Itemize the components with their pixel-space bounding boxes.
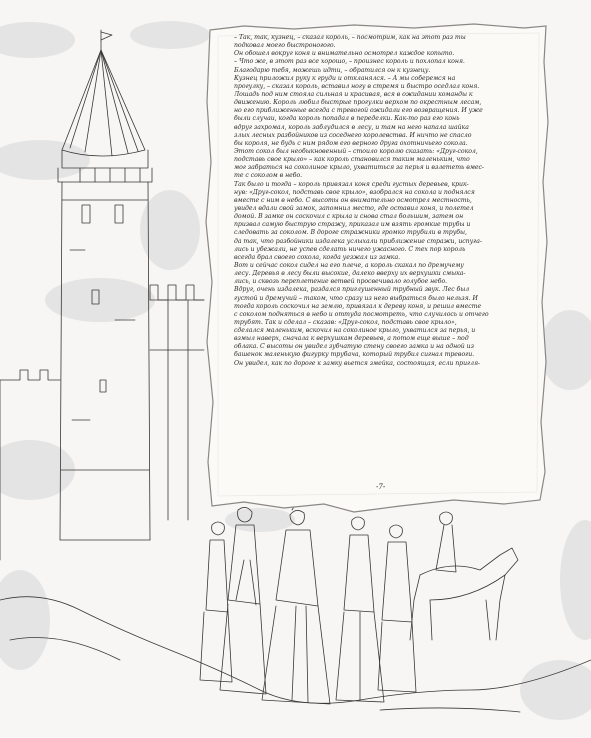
text-line: увидел вдали свой замок, запомнил место, где оставил коня, и полетел [234,204,474,212]
text-line: лись, и сквозь переплетение ветвей просвечивало голубое небо. [234,278,448,286]
text-line: Так было и тогда – король привязал коня среди густых деревьев, крик- [234,180,469,188]
text-line: домой. В замке он соскочил с крыла и снова стал большим, затем он [234,213,464,221]
text-line: призвал самую быструю стражу, приказал им взять громкие трубы и [234,221,471,229]
text-line: трубят. Так и сделал – сказав: «Друг-сокол, подставь свое крыло», [234,318,457,326]
text-line: Этот сокол был необыкновенный – стоило королю сказать: «Друг-сокол, [234,147,478,155]
text-line: злых лесных разбойников из соседнего королевства. И ничто не спасло [234,131,472,139]
parchment-panel [204,22,550,522]
text-line: лись и убежали, не успев сделать ничего ужасного. С тех пор король [234,245,466,253]
text-line: те с соколом в небо. [234,172,303,180]
text-line: бы короля, не будь с ним рядом его верного друга охотничьего сокола. [234,139,468,147]
text-line: башенок маленькую фигурку трубача, который трубил сигнал тревоги. [234,351,475,359]
text-line: нув: «Друг-сокол, подставь свое крыло», взобрался на сокола и поднялся [234,188,475,196]
castle-wall [0,285,204,560]
castle-tower [58,150,152,540]
text-line: Кузнец приложил руку к груди и откланялся. – А мы соберемся на [234,74,456,82]
text-line: Лошадь под ним стояла сильная и красивая, вся в ожидании команды к [234,90,473,98]
text-line: вдруг захромал, король заблудился в лесу, и там на него напала шайка [234,123,469,131]
text-line: были случаи, когда король попадал в переделки. Как-то раз его конь [234,115,460,123]
text-line: прогулку, – сказал король, вставил ногу в стремя и быстро оседлал коня. [234,82,480,90]
text-line: мог забраться на соколиное крыло, ухватиться за перья и взлететь вмес- [234,164,484,172]
text-line: Вот и сейчас сокол сидел на его плече, а король скакал по дремучему [234,261,464,269]
text-line: – Так, так, кузнец, – сказал король, – посмотрим, как на этот раз ты [234,34,466,41]
text-line: подставь свое крыло» – как король становился таким маленьким, что [234,156,470,164]
text-line: вместе с ним в небо. С высоты он внимательно осмотрел местность, [234,196,472,204]
text-line: облака. С высоты он увидел зубчатую стену своего замка и на одной из [234,343,474,351]
text-line: но его приближенные всегда с тревогой ожидали его возвращения. И уже [234,107,483,115]
story-text [234,34,524,368]
text-line: Он обошел вокруг коня и внимательно осмотрел каждое копыто. [234,50,455,58]
text-line: тогда король соскочил на землю, привязал к дереву коня, и решил вместе [234,302,482,310]
text-line: подковал моего быстроногого. [234,42,336,50]
text-line: с соколом подняться в небо и оттуда посмотреть, что случилось и отчего [234,310,489,318]
tower-roof [62,50,145,156]
page-number: -7- [376,483,386,491]
tower-flag [101,30,112,50]
text-line: лесу. Деревья в лесу были высокие, далеко вверху их верхушки смыка- [234,270,466,278]
text-line: Благодарю тебя, можешь идти, – обратился он к кузнецу. [234,66,431,74]
text-line: да так, что разбойники издалека услыхали приближение стражи, испуга- [234,237,482,245]
text-line: Он увидел, как по дороге к замку вьется змейка, состоящая, если пригля- [234,359,481,367]
text-line: густой и дремучий – таком, что сразу из него выбраться было нельзя. И [234,294,478,302]
text-line: Вдруг, очень издалека, раздался приглушенный трубный звук. Лес был [234,286,470,294]
text-line: всегда брал своего сокола, когда уезжал из замка. [234,253,401,261]
text-line: – Что же, в этот раз все хорошо, – произнес король и похлопал коня. [234,58,465,66]
text-line: следовать за соколом. В дороге стражники громко трубили в трубы, [234,229,467,237]
text-line: взмыл наверх, сначала к верхушкам деревьев, а потом еще выше – под [234,335,469,343]
text-line: движению. Король любил быстрые прогулки верхом по окрестным лесам, [234,99,482,107]
text-line: сделался маленьким, вскочил на соколиное крыло, ухватился за перья, и [234,327,476,335]
